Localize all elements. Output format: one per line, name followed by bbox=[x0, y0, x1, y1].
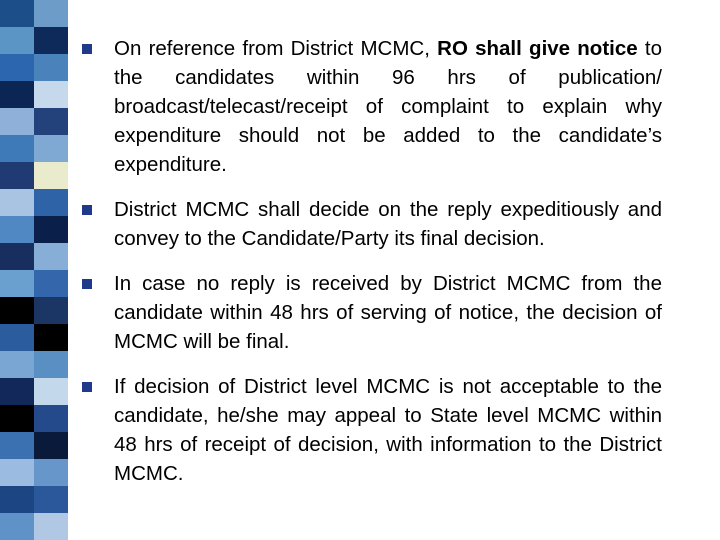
stripe-cell bbox=[34, 27, 68, 54]
stripe-cell bbox=[0, 135, 34, 162]
stripe-cell bbox=[0, 324, 34, 351]
bullet-text-part: to the candidates within 96 hrs of publication/ broadcast/telecast/receipt of complaint to explain why expenditure should not be added to the candidate’s expenditure. bbox=[114, 37, 662, 176]
bullet-text bbox=[114, 269, 662, 356]
stripe-cell bbox=[0, 351, 34, 378]
stripe-column-right bbox=[34, 0, 68, 540]
stripe-cell bbox=[34, 54, 68, 81]
bullet-text bbox=[114, 34, 662, 179]
stripe-cell bbox=[0, 162, 34, 189]
stripe-cell bbox=[0, 216, 34, 243]
bullet-text-part: In case no reply is received by District MCMC from the candidate within 48 hrs of serving of notice, the decision of MCMC will be final. bbox=[114, 272, 662, 353]
stripe-cell bbox=[0, 27, 34, 54]
stripe-cell bbox=[0, 459, 34, 486]
stripe-cell bbox=[34, 81, 68, 108]
stripe-cell bbox=[0, 486, 34, 513]
stripe-cell bbox=[34, 135, 68, 162]
stripe-cell bbox=[34, 108, 68, 135]
bullet-text bbox=[114, 372, 662, 488]
bullet-item bbox=[82, 269, 662, 356]
stripe-cell bbox=[34, 513, 68, 540]
stripe-cell bbox=[34, 297, 68, 324]
decorative-stripe bbox=[0, 0, 68, 540]
stripe-cell bbox=[34, 189, 68, 216]
stripe-cell bbox=[0, 189, 34, 216]
stripe-cell bbox=[34, 378, 68, 405]
bullet-text-part: If decision of District level MCMC is not acceptable to the candidate, he/she may appeal to State level MCMC within 48 hrs of receipt of decision, with information to the District MCMC. bbox=[114, 375, 662, 485]
square-bullet-icon bbox=[82, 195, 114, 253]
bullet-text-bold: RO shall give notice bbox=[437, 37, 638, 60]
stripe-cell bbox=[0, 108, 34, 135]
square-bullet-icon bbox=[82, 34, 114, 179]
stripe-cell bbox=[0, 243, 34, 270]
stripe-cell bbox=[0, 513, 34, 540]
square-bullet-icon bbox=[82, 269, 114, 356]
stripe-cell bbox=[34, 432, 68, 459]
stripe-column-left bbox=[0, 0, 34, 540]
stripe-cell bbox=[0, 432, 34, 459]
stripe-cell bbox=[34, 351, 68, 378]
bullet-text-part: On reference from District MCMC, bbox=[114, 37, 438, 60]
bullet-item bbox=[82, 372, 662, 488]
slide-content bbox=[82, 34, 662, 504]
stripe-cell bbox=[34, 243, 68, 270]
stripe-cell bbox=[0, 0, 34, 27]
bullet-item bbox=[82, 34, 662, 179]
stripe-cell bbox=[0, 54, 34, 81]
stripe-cell bbox=[0, 81, 34, 108]
stripe-cell bbox=[34, 216, 68, 243]
stripe-cell bbox=[0, 405, 34, 432]
bullet-item bbox=[82, 195, 662, 253]
stripe-cell bbox=[34, 162, 68, 189]
stripe-cell bbox=[34, 324, 68, 351]
stripe-cell bbox=[34, 270, 68, 297]
stripe-cell bbox=[34, 0, 68, 27]
stripe-cell bbox=[0, 378, 34, 405]
stripe-cell bbox=[0, 297, 34, 324]
square-bullet-icon bbox=[82, 372, 114, 488]
stripe-cell bbox=[34, 459, 68, 486]
stripe-cell bbox=[34, 405, 68, 432]
stripe-cell bbox=[0, 270, 34, 297]
bullet-text-part: District MCMC shall decide on the reply expeditiously and convey to the Candidate/Party its final decision. bbox=[114, 198, 662, 250]
bullet-text bbox=[114, 195, 662, 253]
stripe-cell bbox=[34, 486, 68, 513]
